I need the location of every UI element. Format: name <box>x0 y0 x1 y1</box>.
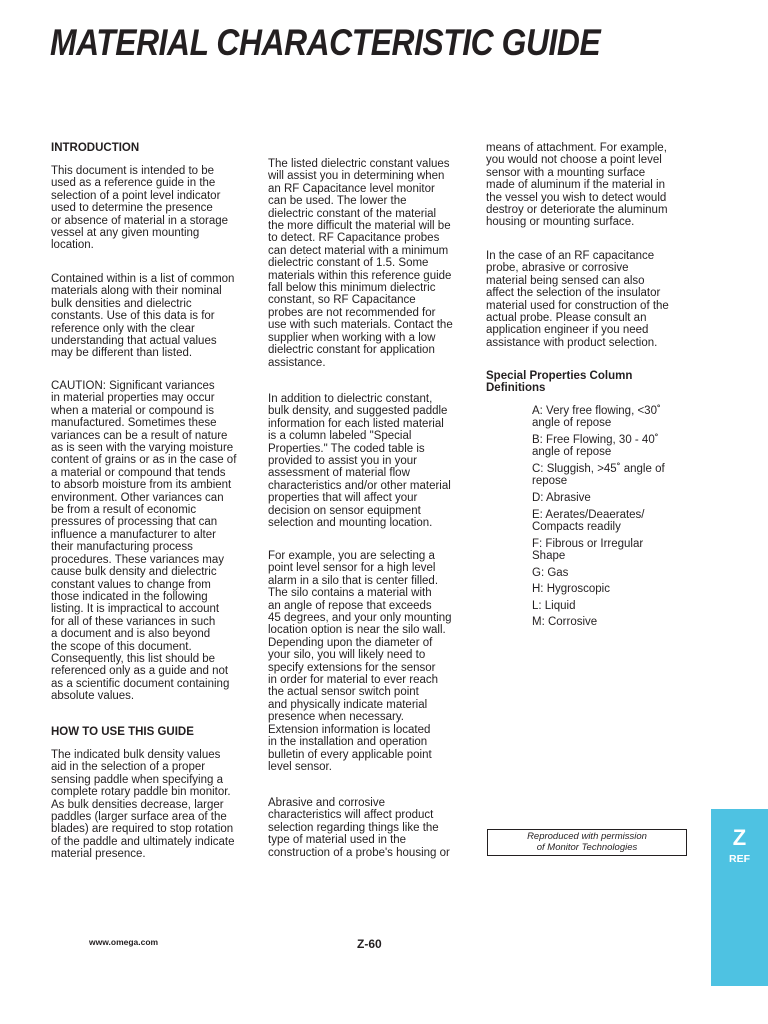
section-tab-letter: Z <box>732 825 747 850</box>
definition-item: E: Aerates/Deaerates/ Compacts readily <box>532 508 645 533</box>
special-properties-paragraph: In addition to dielectric constant, bulk density, and suggested paddle information for each listed material is a column labeled "Special Properties." The coded table is provided to assist you in your assessment of material flow characteristics and/or other material properties that will affect your decision on sensor equipment selection and mounting location. <box>268 393 451 530</box>
abrasive-paragraph: Abrasive and corrosive characteristics will affect product selection regarding things like the type of material used in the construction of a probe's housing or <box>268 797 450 859</box>
definition-item: M: Corrosive <box>532 616 598 629</box>
definition-item: L: Liquid <box>532 599 576 612</box>
dielectric-paragraph: The listed dielectric constant values will assist you in determining when an RF Capacitance level monitor can be used. The lower the dielectric constant of the material the more difficult the material will be to detect. RF Capacitance probes can detect material with a minimum dielectric constant of 1.5. Some materials within this reference guide fall below this minimum dielectric constant, so RF Capacitance probes are not recommended for use with such materials. Contact the supplier when working with a low dielectric constant for application assistance. <box>268 158 453 369</box>
attachment-paragraph: means of attachment. For example, you would not choose a point level sensor with a mounting surface made of aluminum if the material in the vessel you wish to detect would destroy or deteriorate the aluminum housing or mounting surface. <box>486 142 668 229</box>
caution-paragraph: CAUTION: Significant variances in material properties may occur when a material or compound is manufactured. Sometimes these variances can be a result of nature as is seen with the varying moisture content of grains or as in the case of a material or compound that tends to absorb moisture from its ambient environment. Other variances can be from a result of economic pressures of processing that can influence a manufacturer to alter their manufacturing process procedures. These variances may cause bulk density and dielectric constant values to change from those indicated in the following listing. It is impractical to account for all of these variances in such a document and is also beyond the scope of this document. Consequently, this list should be referenced only as a guide and not as a scientific document containing absolute values. <box>51 380 237 703</box>
introduction-heading: INTRODUCTION <box>51 142 140 154</box>
section-tab-label: REF <box>729 853 750 865</box>
definition-item: F: Fibrous or Irregular Shape <box>532 537 644 562</box>
how-to-use-heading: HOW TO USE THIS GUIDE <box>51 726 194 738</box>
page-title: MATERIAL CHARACTERISTIC GUIDE <box>50 22 601 63</box>
definition-item: G: Gas <box>532 566 569 579</box>
definition-item: D: Abrasive <box>532 492 591 504</box>
special-properties-heading: Special Properties Column Definitions <box>486 370 633 395</box>
footer-url: www.omega.com <box>89 937 159 947</box>
definition-item: C: Sluggish, >45˚ angle of repose <box>532 463 665 488</box>
permission-box: Reproduced with permission of Monitor Technologies <box>487 829 687 856</box>
intro-paragraph-1: This document is intended to be used as a reference guide in the selection of a point level indicator used to determine the presence or absence of material in a storage vessel at any given mounting location. <box>51 165 229 252</box>
definition-item: B: Free Flowing, 30 - 40˚ angle of repose <box>532 434 659 459</box>
section-tab <box>711 809 768 986</box>
how-to-use-paragraph: The indicated bulk density values aid in the selection of a proper sensing paddle when specifying a complete rotary paddle bin monitor. As bulk densities decrease, larger paddles (larger surface area of the blades) are required to stop rotation of the paddle and ultimately indicate material presence. <box>51 749 235 861</box>
definitions-list <box>532 405 691 633</box>
example-paragraph: For example, you are selecting a point level sensor for a high level alarm in a silo that is center filled. The silo contains a material with an angle of repose that exceeds 45 degrees, and your only mounting location option is near the silo wall. Depending upon the diameter of your silo, you will likely need to specify extensions for the sensor in order for material to ever reach the actual sensor switch point and physically indicate material presence when necessary. Extension information is located in the installation and operation bulletin of every applicable point level sensor. <box>268 550 452 773</box>
definition-item: H: Hygroscopic <box>532 583 610 596</box>
page-number: Z-60 <box>357 937 382 951</box>
rf-capacitance-paragraph: In the case of an RF capacitance probe, abrasive or corrosive material being sensed can also affect the selection of the insulator material used for construction of the actual probe. Please consult an application engineer if you need assistance with product selection. <box>486 250 669 349</box>
intro-paragraph-2: Contained within is a list of common materials along with their nominal bulk densities and dielectric constants. Use of this data is for reference only with the clear understanding that actual values may be different than listed. <box>51 273 235 360</box>
definition-item: A: Very free flowing, <30˚ angle of repose <box>532 405 661 430</box>
